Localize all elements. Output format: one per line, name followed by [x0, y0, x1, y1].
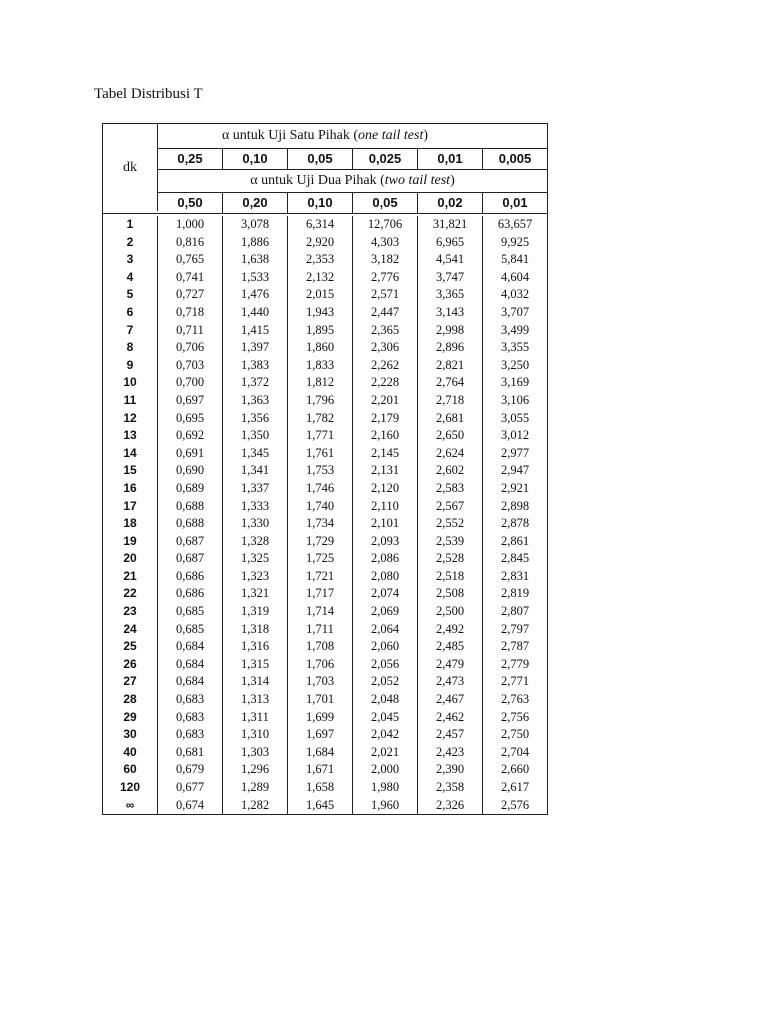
table-cell: 1,533: [240, 269, 270, 284]
table-cell: 1,323: [240, 568, 270, 583]
table-cell: 3,365: [435, 287, 465, 302]
table-cell: 2,977: [500, 445, 530, 460]
one-tail-level-1: 0,10: [223, 149, 288, 169]
dk-cell: 13: [123, 428, 137, 443]
table-cell: 2,056: [370, 656, 400, 671]
table-cell: 2,896: [435, 340, 465, 355]
table-cell: 1,886: [240, 234, 270, 249]
table-cell: 1,318: [240, 621, 270, 636]
table-cell: 1,315: [240, 656, 270, 671]
table-cell: 6,314: [305, 217, 335, 231]
two-tail-level-2: 0,10: [288, 193, 353, 213]
table-cell: 1,311: [241, 709, 269, 724]
dk-cell: 23: [123, 604, 137, 619]
value-columns: [158, 216, 547, 814]
table-cell: 1,708: [305, 639, 335, 654]
table-cell: 2,228: [370, 375, 400, 390]
table-cell: 2,508: [435, 586, 465, 601]
one-tail-levels: [158, 149, 547, 170]
table-cell: 2,528: [435, 551, 465, 566]
table-cell: 2,681: [435, 410, 465, 425]
table-cell: 1,697: [305, 727, 335, 742]
two-tail-level-4: 0,02: [418, 193, 483, 213]
table-cell: 2,365: [370, 322, 400, 337]
table-cell: 2,779: [500, 656, 530, 671]
table-cell: 3,747: [435, 269, 465, 284]
table-cell: 4,032: [500, 287, 530, 302]
table-cell: 3,012: [500, 428, 530, 443]
dk-cell: 22: [123, 586, 137, 601]
table-cell: 1,310: [240, 727, 270, 742]
table-cell: 2,764: [435, 375, 465, 390]
one-tail-header: [103, 124, 547, 149]
table-cell: 2,567: [435, 498, 465, 513]
table-cell: 3,499: [500, 322, 530, 337]
table-cell: 1,319: [240, 604, 270, 619]
table-cell: 2,086: [370, 551, 400, 566]
table-cell: 2,617: [500, 780, 530, 794]
table-cell: 2,500: [435, 604, 465, 619]
table-cell: 2,179: [370, 410, 400, 425]
table-cell: 2,064: [370, 621, 400, 636]
table-cell: 1,734: [305, 516, 335, 531]
table-cell: 2,492: [435, 621, 465, 636]
table-cell: 0,684: [175, 674, 205, 689]
table-cell: 1,383: [240, 357, 270, 372]
dk-cell: 4: [126, 269, 134, 284]
table-cell: 1,356: [240, 410, 270, 425]
table-cell: 1,350: [240, 428, 270, 443]
t-distribution-table: [102, 123, 548, 815]
dk-cell: 8: [126, 340, 134, 355]
table-cell: 1,303: [240, 744, 270, 759]
table-cell: 2,042: [370, 727, 400, 742]
table-cell: 1,658: [305, 780, 335, 794]
table-cell: 0,700: [175, 375, 205, 390]
table-cell: 2,052: [370, 674, 400, 689]
dk-cell: 2: [126, 234, 134, 249]
table-cell: 4,303: [370, 234, 400, 249]
table-cell: 1,703: [305, 674, 335, 689]
table-cell: 2,861: [500, 533, 530, 548]
value-column-3: [353, 216, 418, 814]
table-cell: 1,440: [240, 304, 270, 319]
table-cell: 1,000: [175, 217, 205, 231]
two-tail-level-1: 0,20: [223, 193, 288, 213]
two-tail-level-3: 0,05: [353, 193, 418, 213]
table-cell: 2,947: [500, 463, 530, 478]
table-cell: 1,782: [305, 410, 335, 425]
table-cell: 2,624: [435, 445, 465, 460]
table-cell: 4,541: [435, 252, 465, 267]
table-cell: 1,282: [240, 797, 270, 812]
table-cell: 2,021: [370, 744, 400, 759]
one-tail-header-italic: one tail test: [358, 128, 424, 143]
table-cell: 2,776: [370, 269, 400, 284]
dk-cell: 9: [126, 357, 134, 372]
table-cell: 2,423: [435, 744, 465, 759]
header-block: [103, 149, 547, 214]
dk-cell: 19: [123, 533, 137, 548]
table-cell: 2,326: [435, 797, 465, 812]
table-cell: 2,704: [500, 744, 530, 759]
table-cell: 2,660: [500, 762, 530, 777]
value-column-1: [223, 216, 288, 814]
table-body: [103, 214, 547, 814]
table-cell: 2,718: [435, 392, 465, 407]
dk-cell: 6: [126, 304, 134, 319]
table-cell: 1,771: [305, 428, 335, 443]
table-cell: 2,898: [500, 498, 530, 513]
table-cell: 0,695: [175, 410, 205, 425]
table-cell: 1,729: [305, 533, 335, 548]
table-cell: 0,697: [175, 392, 205, 407]
table-cell: 1,476: [240, 287, 270, 302]
table-cell: 2,120: [370, 480, 400, 495]
value-column-0: [158, 216, 223, 814]
table-cell: 0,727: [175, 287, 205, 302]
table-cell: 1,796: [305, 392, 335, 407]
value-column-5: [483, 216, 547, 814]
table-cell: 1,645: [305, 797, 335, 812]
table-cell: 0,688: [175, 498, 205, 513]
table-cell: 2,101: [370, 516, 400, 531]
table-cell: 2,756: [500, 709, 530, 724]
table-cell: 2,473: [435, 674, 465, 689]
value-column-4: [418, 216, 483, 814]
table-cell: 1,638: [240, 252, 270, 267]
one-tail-header-suffix: ): [423, 128, 429, 143]
table-cell: 2,921: [500, 480, 530, 495]
table-cell: 0,765: [175, 252, 205, 267]
table-cell: 3,707: [500, 304, 530, 319]
table-cell: 2,160: [370, 428, 400, 443]
table-cell: 0,683: [175, 727, 205, 742]
table-cell: 1,860: [305, 340, 335, 355]
one-tail-level-2: 0,05: [288, 149, 353, 169]
table-cell: 1,812: [305, 375, 335, 390]
table-cell: 1,753: [305, 463, 335, 478]
table-cell: 1,761: [305, 445, 335, 460]
value-column-2: [288, 216, 353, 814]
dk-cell: 3: [126, 252, 134, 267]
table-cell: 0,683: [175, 709, 205, 724]
table-cell: 2,306: [370, 340, 400, 355]
table-cell: 2,485: [435, 639, 465, 654]
two-tail-header-italic: two tail test: [384, 173, 451, 188]
table-cell: 1,415: [240, 322, 270, 337]
table-cell: 3,250: [500, 357, 530, 372]
table-cell: 2,479: [435, 656, 465, 671]
one-tail-level-0: 0,25: [158, 149, 223, 169]
table-cell: 2,576: [500, 797, 530, 812]
dk-cell: 1: [126, 217, 134, 231]
table-cell: 0,685: [175, 621, 205, 636]
table-cell: 0,816: [175, 234, 205, 249]
table-cell: 1,943: [305, 304, 335, 319]
table-cell: 1,980: [370, 780, 400, 794]
table-cell: 2,797: [500, 621, 530, 636]
dk-cell: 26: [123, 656, 137, 671]
one-tail-header-prefix: α untuk Uji Satu Pihak (: [221, 128, 359, 143]
table-cell: 3,106: [500, 392, 530, 407]
dk-column: [103, 216, 158, 814]
dk-cell: 60: [123, 762, 137, 777]
table-cell: 1,345: [240, 445, 270, 460]
dk-cell: 20: [123, 551, 137, 566]
table-cell: 1,314: [240, 674, 270, 689]
table-cell: 1,328: [240, 533, 270, 548]
level-headers: [158, 149, 547, 213]
table-cell: 1,711: [306, 621, 334, 636]
table-cell: 1,363: [240, 392, 270, 407]
table-cell: 1,725: [305, 551, 335, 566]
table-cell: 1,325: [240, 551, 270, 566]
table-cell: 2,845: [500, 551, 530, 566]
table-cell: 0,687: [175, 533, 205, 548]
table-cell: 0,679: [175, 762, 205, 777]
table-cell: 2,060: [370, 639, 400, 654]
table-cell: 1,397: [240, 340, 270, 355]
table-cell: 2,750: [500, 727, 530, 742]
table-cell: 4,604: [500, 269, 530, 284]
table-cell: 0,684: [175, 656, 205, 671]
table-cell: 0,711: [176, 322, 204, 337]
table-cell: 9,925: [500, 234, 530, 249]
table-cell: 0,677: [175, 780, 205, 794]
table-cell: 1,746: [305, 480, 335, 495]
table-cell: 1,341: [240, 463, 270, 478]
dk-cell: 40: [123, 744, 137, 759]
one-tail-level-5: 0,005: [498, 151, 532, 166]
table-cell: 2,763: [500, 692, 530, 707]
table-cell: 2,583: [435, 480, 465, 495]
table-cell: 2,131: [370, 463, 400, 478]
table-cell: 2,819: [500, 586, 530, 601]
dk-cell: 21: [123, 568, 137, 583]
table-cell: 1,316: [240, 639, 270, 654]
table-cell: 3,078: [240, 217, 270, 231]
dk-cell: ∞: [125, 797, 135, 812]
table-cell: 3,182: [370, 252, 400, 267]
table-cell: 12,706: [367, 217, 403, 231]
table-cell: 1,706: [305, 656, 335, 671]
table-cell: 1,337: [240, 480, 270, 495]
table-cell: 1,721: [305, 568, 335, 583]
table-cell: 2,015: [305, 287, 335, 302]
two-tail-level-5: 0,01: [502, 195, 528, 210]
table-cell: 2,447: [370, 304, 400, 319]
dk-cell: 28: [123, 692, 137, 707]
table-cell: 2,048: [370, 692, 400, 707]
table-cell: 2,093: [370, 533, 400, 548]
table-cell: 2,539: [435, 533, 465, 548]
dk-cell: 24: [123, 621, 137, 636]
two-tail-levels: [158, 192, 547, 213]
table-cell: 6,965: [435, 234, 465, 249]
one-tail-level-3: 0,025: [353, 149, 418, 169]
table-cell: 0,691: [175, 445, 205, 460]
table-cell: 2,807: [500, 604, 530, 619]
table-cell: 1,333: [240, 498, 270, 513]
table-cell: 1,289: [240, 780, 270, 794]
two-tail-header-suffix: ): [450, 173, 455, 188]
table-cell: 0,688: [175, 516, 205, 531]
dk-cell: 30: [123, 727, 137, 742]
table-cell: 0,706: [175, 340, 205, 355]
table-cell: 2,831: [500, 568, 530, 583]
dk-label: dk: [123, 159, 137, 175]
table-cell: 0,686: [175, 568, 205, 583]
table-cell: 3,055: [500, 410, 530, 425]
table-cell: 1,296: [240, 762, 270, 777]
table-cell: 2,000: [370, 762, 400, 777]
table-cell: 0,686: [175, 586, 205, 601]
table-cell: 2,132: [305, 269, 335, 284]
table-cell: 2,353: [305, 252, 335, 267]
dk-cell: 16: [123, 480, 137, 495]
table-cell: 2,518: [435, 568, 465, 583]
table-cell: 1,699: [305, 709, 335, 724]
table-cell: 2,045: [370, 709, 400, 724]
two-tail-header-prefix: α untuk Uji Dua Pihak (: [250, 173, 385, 188]
table-cell: 2,787: [500, 639, 530, 654]
dk-cell: 7: [126, 322, 134, 337]
table-cell: 0,703: [175, 357, 205, 372]
two-tail-level-0: 0,50: [158, 193, 223, 213]
table-cell: 5,841: [500, 252, 530, 267]
table-cell: 2,650: [435, 428, 465, 443]
dk-cell: 15: [123, 463, 137, 478]
table-cell: 0,690: [175, 463, 205, 478]
table-cell: 2,110: [371, 498, 399, 513]
dk-cell: 25: [123, 639, 137, 654]
table-cell: 2,074: [370, 586, 400, 601]
table-cell: 2,390: [435, 762, 465, 777]
table-cell: 2,571: [370, 287, 400, 302]
table-cell: 2,878: [500, 516, 530, 531]
table-cell: 2,069: [370, 604, 400, 619]
table-cell: 1,701: [305, 692, 335, 707]
table-cell: 2,998: [435, 322, 465, 337]
table-cell: 1,321: [240, 586, 270, 601]
table-cell: 0,687: [175, 551, 205, 566]
document-title: Tabel Distribusi T: [94, 86, 203, 102]
dk-cell: 10: [123, 375, 137, 390]
table-cell: 0,689: [175, 480, 205, 495]
table-cell: 0,741: [175, 269, 205, 284]
dk-cell: 120: [119, 780, 141, 794]
table-cell: 2,457: [435, 727, 465, 742]
dk-cell: 5: [126, 287, 134, 302]
table-cell: 3,169: [500, 375, 530, 390]
table-cell: 2,080: [370, 568, 400, 583]
table-cell: 0,683: [175, 692, 205, 707]
dk-cell: 14: [123, 445, 137, 460]
table-cell: 1,313: [240, 692, 270, 707]
table-cell: 1,330: [240, 516, 270, 531]
table-cell: 31,821: [432, 217, 468, 231]
table-cell: 2,602: [435, 463, 465, 478]
table-cell: 2,358: [435, 780, 465, 794]
table-cell: 3,143: [435, 304, 465, 319]
table-cell: 0,684: [175, 639, 205, 654]
table-cell: 2,467: [435, 692, 465, 707]
table-cell: 1,671: [305, 762, 335, 777]
dk-cell: 18: [123, 516, 137, 531]
table-cell: 2,462: [435, 709, 465, 724]
table-cell: 2,552: [435, 516, 465, 531]
table-cell: 1,895: [305, 322, 335, 337]
table-cell: 0,674: [175, 797, 205, 812]
dk-cell: 12: [123, 410, 137, 425]
table-cell: 2,262: [370, 357, 400, 372]
table-cell: 3,355: [500, 340, 530, 355]
dk-cell: 27: [123, 674, 137, 689]
table-cell: 63,657: [497, 217, 533, 231]
table-cell: 2,821: [435, 357, 465, 372]
table-cell: 0,718: [175, 304, 205, 319]
dk-cell: 17: [123, 498, 137, 513]
one-tail-level-4: 0,01: [418, 149, 483, 169]
two-tail-header: [158, 170, 547, 192]
table-cell: 1,833: [305, 357, 335, 372]
table-cell: 1,717: [305, 586, 335, 601]
table-cell: 1,372: [240, 375, 270, 390]
dk-cell: 11: [123, 392, 137, 407]
table-cell: 1,740: [305, 498, 335, 513]
table-cell: 2,920: [305, 234, 335, 249]
table-cell: 2,201: [370, 392, 400, 407]
dk-header: [103, 124, 158, 211]
table-cell: 1,960: [370, 797, 400, 812]
table-cell: 2,145: [370, 445, 400, 460]
dk-cell: 29: [123, 709, 137, 724]
table-cell: 2,771: [500, 674, 530, 689]
table-cell: 0,681: [175, 744, 205, 759]
table-cell: 0,685: [175, 604, 205, 619]
table-cell: 0,692: [175, 428, 205, 443]
table-cell: 1,684: [305, 744, 335, 759]
table-cell: 1,714: [305, 604, 335, 619]
